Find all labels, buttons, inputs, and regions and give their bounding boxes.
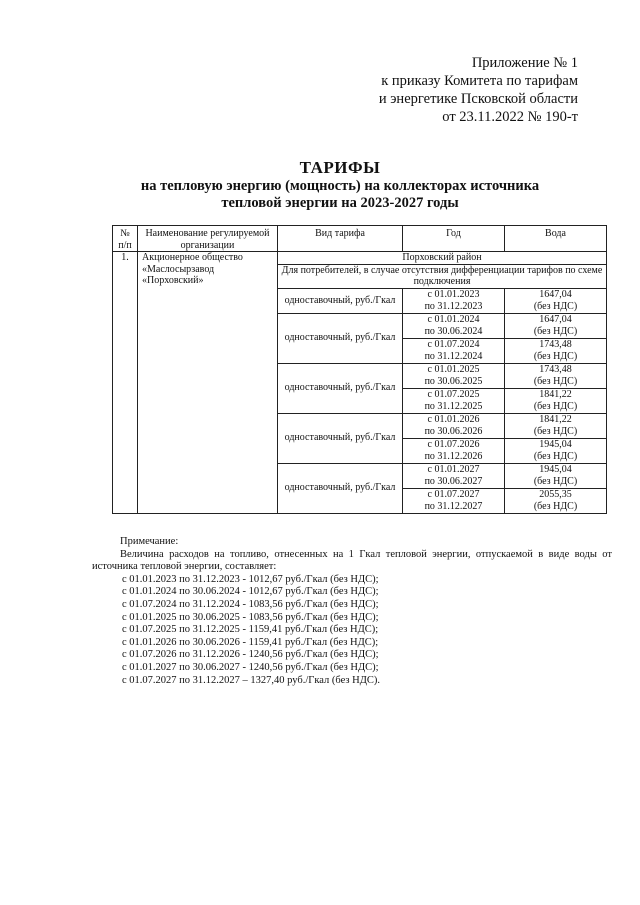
period-from: с 01.01.2026 [427,414,480,425]
tariff-vat-note: (без НДС) [533,375,578,387]
period-to: по 31.12.2027 [424,500,483,512]
appendix-line-3: и энергетике Псковской области [378,91,578,107]
period-to: по 30.06.2025 [424,375,483,387]
header-num: № п/п [113,226,138,252]
tariff-value [505,338,607,363]
period-from: с 01.07.2025 [427,389,480,400]
notes-item: с 01.01.2027 по 30.06.2027 - 1240,56 руб./Гкал (без НДС); [122,661,379,673]
tariff-value [505,463,607,488]
tariff-value-number: 1647,04 [539,314,572,325]
tariff-vat-note: (без НДС) [533,400,578,412]
tariff-value-number: 1945,04 [539,464,572,475]
row-number: 1. [113,252,138,514]
period-from: с 01.07.2026 [427,439,480,450]
tariff-value-number: 1743,48 [539,339,572,350]
period-to: по 31.12.2025 [424,400,483,412]
tariff-period [403,338,505,363]
tariff-value-number: 2055,35 [539,489,572,500]
tariff-period [403,488,505,513]
period-to: по 30.06.2024 [424,325,483,337]
tariff-type: одноставочный, руб./Гкал [278,413,403,463]
tariff-vat-note: (без НДС) [533,500,578,512]
tariff-value [505,488,607,513]
notes-item: с 01.01.2024 по 30.06.2024 - 1012,67 руб./Гкал (без НДС); [122,586,379,598]
title-main: ТАРИФЫ [299,158,381,177]
appendix-reference [379,54,578,126]
tariff-value-number: 1841,22 [539,389,572,400]
period-from: с 01.07.2024 [427,339,480,350]
header-name: Наименование регулируемой организации [138,226,278,252]
notes-item: с 01.07.2025 по 31.12.2025 - 1159,41 руб./Гкал (без НДС); [122,624,379,636]
tariff-value [505,363,607,388]
tariff-value-number: 1647,04 [539,289,572,300]
tariff-vat-note: (без НДС) [533,425,578,437]
period-from: с 01.07.2027 [427,489,480,500]
period-to: по 31.12.2024 [424,350,483,362]
period-from: с 01.01.2023 [427,289,480,300]
notes-heading: Примечание: [120,536,179,547]
period-from: с 01.01.2025 [427,364,480,375]
tariff-value [505,288,607,313]
notes-item: с 01.07.2027 по 31.12.2027 – 1327,40 руб./Гкал (без НДС). [122,674,381,686]
tariff-table [112,225,607,514]
tariff-period [403,313,505,338]
document-title [90,158,590,212]
tariff-type: одноставочный, руб./Гкал [278,463,403,513]
tariff-vat-note: (без НДС) [533,350,578,362]
tariff-value [505,438,607,463]
notes-item: с 01.07.2024 по 31.12.2024 - 1083,56 руб./Гкал (без НДС); [122,598,379,610]
tariff-type: одноставочный, руб./Гкал [278,363,403,413]
title-subtitle-2: тепловой энергии на 2023-2027 годы [221,195,459,211]
notes-item: с 01.07.2026 по 31.12.2026 - 1240,56 руб./Гкал (без НДС); [122,649,379,661]
notes-item: с 01.01.2026 по 30.06.2026 - 1159,41 руб./Гкал (без НДС); [122,636,379,648]
tariff-value [505,413,607,438]
tariff-type: одноставочный, руб./Гкал [278,288,403,313]
tariff-period [403,288,505,313]
notes-item: с 01.01.2025 по 30.06.2025 - 1083,56 руб./Гкал (без НДС); [122,611,379,623]
tariff-period [403,363,505,388]
tariff-value-number: 1743,48 [539,364,572,375]
header-water: Вода [505,226,607,252]
notes-paragraph: Величина расходов на топливо, отнесенных на 1 Гкал тепловой энергии, отпускаемой в виде воды от источника тепловой энергии, составляет: [92,548,612,573]
tariff-vat-note: (без НДС) [533,325,578,337]
notes-list [92,574,612,687]
table-row-district [113,252,607,265]
header-type: Вид тарифа [278,226,403,252]
tariff-period [403,388,505,413]
period-to: по 30.06.2027 [424,475,483,487]
notes-item: с 01.01.2023 по 31.12.2023 - 1012,67 руб./Гкал (без НДС); [122,573,379,585]
district-name: Порховский район [278,252,607,265]
period-from: с 01.01.2027 [427,464,480,475]
period-to: по 31.12.2023 [424,300,483,312]
tariff-value-number: 1945,04 [539,439,572,450]
period-to: по 31.12.2026 [424,450,483,462]
header-year: Год [403,226,505,252]
appendix-line-4: от 23.11.2022 № 190-т [442,109,578,125]
tariff-period [403,438,505,463]
period-from: с 01.01.2024 [427,314,480,325]
appendix-line-1: Приложение № 1 [471,55,578,71]
consumers-note: Для потребителей, в случае отсутствия дифференциации тарифов по схеме подключения [278,264,607,288]
tariff-value [505,313,607,338]
period-to: по 30.06.2026 [424,425,483,437]
table-header-row [113,226,607,252]
tariff-type: одноставочный, руб./Гкал [278,313,403,363]
tariff-period [403,463,505,488]
tariff-vat-note: (без НДС) [533,450,578,462]
tariff-value-number: 1841,22 [539,414,572,425]
title-subtitle-1: на тепловую энергию (мощность) на коллекторах источника [140,178,540,194]
tariff-period [403,413,505,438]
organization-name: Акционерное общество «Маслосырзавод «Порховский» [138,252,278,514]
appendix-line-2: к приказу Комитета по тарифам [381,73,578,89]
notes-section [92,536,612,687]
tariff-vat-note: (без НДС) [533,300,578,312]
tariff-vat-note: (без НДС) [533,475,578,487]
tariff-value [505,388,607,413]
